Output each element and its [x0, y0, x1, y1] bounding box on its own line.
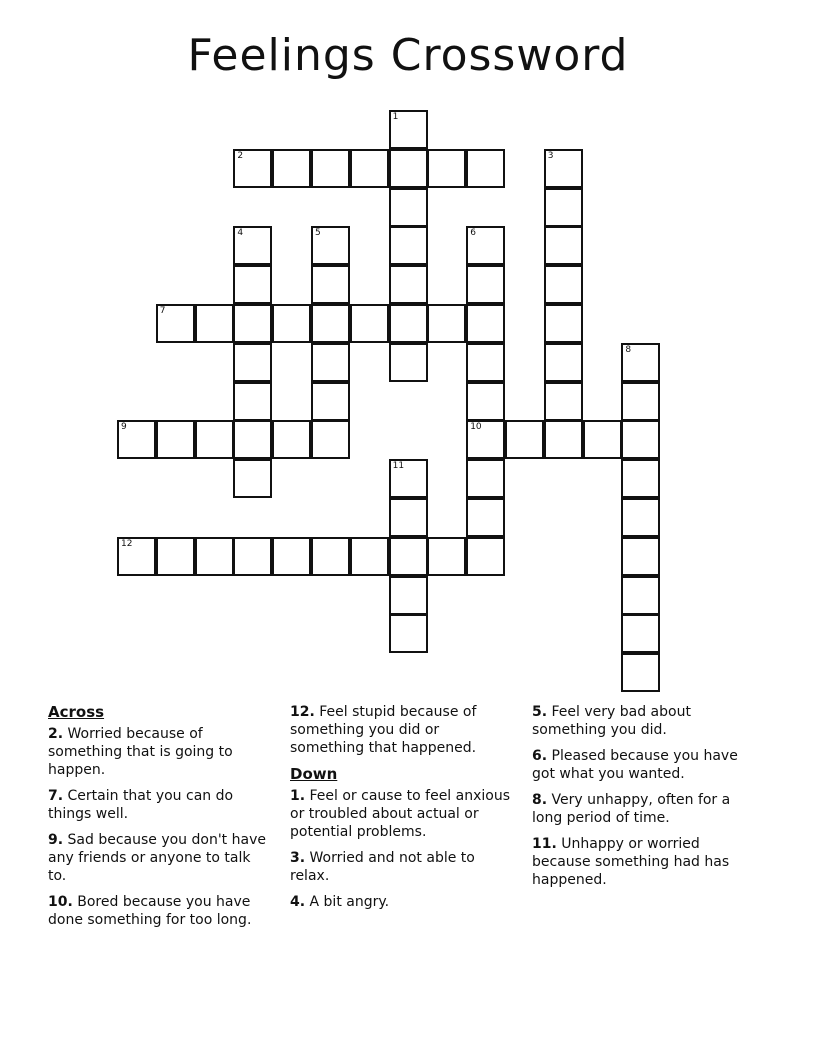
crossword-cell[interactable]	[621, 459, 660, 498]
clue-across-2[interactable]	[48, 725, 273, 779]
crossword-cell[interactable]	[621, 576, 660, 615]
clue-down-3[interactable]	[290, 849, 515, 885]
clue-text: Certain that you can do things well.	[48, 788, 234, 822]
cell-number: 7	[159, 306, 166, 316]
crossword-cell[interactable]	[233, 537, 272, 576]
crossword-cell[interactable]	[621, 420, 660, 459]
crossword-cell[interactable]	[583, 420, 622, 459]
crossword-cell[interactable]	[389, 343, 428, 382]
crossword-cell[interactable]	[233, 149, 272, 188]
crossword-cell[interactable]	[311, 149, 350, 188]
crossword-cell[interactable]	[466, 226, 505, 265]
crossword-cell[interactable]	[233, 226, 272, 265]
crossword-cell[interactable]	[311, 304, 350, 343]
crossword-cell[interactable]	[621, 343, 660, 382]
crossword-cell[interactable]	[195, 537, 234, 576]
clue-across-12[interactable]	[290, 703, 515, 757]
clue-text: Worried and not able to relax.	[290, 850, 475, 884]
crossword-cell[interactable]	[466, 343, 505, 382]
crossword-cell[interactable]	[621, 382, 660, 421]
crossword-cell[interactable]	[311, 537, 350, 576]
clue-number: 4.	[290, 894, 306, 910]
clue-down-4[interactable]	[290, 893, 515, 911]
clue-number: 1.	[290, 788, 306, 804]
crossword-cell[interactable]	[195, 420, 234, 459]
crossword-cell[interactable]	[389, 226, 428, 265]
crossword-cell[interactable]	[272, 537, 311, 576]
crossword-cell[interactable]	[544, 188, 583, 227]
crossword-cell[interactable]	[427, 149, 466, 188]
crossword-cell[interactable]	[621, 537, 660, 576]
cell-number: 5	[315, 228, 321, 239]
clue-number: 6.	[532, 748, 548, 764]
crossword-cell[interactable]	[272, 149, 311, 188]
crossword-cell[interactable]	[233, 459, 272, 498]
clue-down-11[interactable]	[532, 835, 757, 889]
clue-text: Sad because you don't have any friends or anyone to talk to.	[48, 832, 266, 884]
crossword-cell[interactable]	[156, 304, 195, 343]
cell-number: 3	[547, 150, 554, 161]
crossword-cell[interactable]	[466, 304, 505, 343]
crossword-cell[interactable]	[117, 420, 156, 459]
crossword-cell[interactable]	[272, 304, 311, 343]
crossword-cell[interactable]	[544, 226, 583, 265]
cell-number: 10	[470, 422, 482, 433]
crossword-cell[interactable]	[389, 149, 428, 188]
crossword-cell[interactable]	[466, 265, 505, 304]
crossword-cell[interactable]	[544, 420, 583, 459]
crossword-cell[interactable]	[466, 420, 505, 459]
clue-text: A bit angry.	[309, 894, 390, 910]
crossword-cell[interactable]	[427, 537, 466, 576]
clue-number: 2.	[48, 726, 64, 742]
crossword-cell[interactable]	[311, 265, 350, 304]
crossword-cell[interactable]	[389, 188, 428, 227]
crossword-cell[interactable]	[233, 382, 272, 421]
crossword-cell[interactable]	[389, 110, 428, 149]
crossword-cell[interactable]	[195, 304, 234, 343]
crossword-cell[interactable]	[466, 382, 505, 421]
crossword-cell[interactable]	[117, 537, 156, 576]
cell-number: 1	[392, 112, 399, 122]
crossword-cell[interactable]	[621, 653, 660, 692]
clue-number: 5.	[532, 704, 548, 720]
crossword-cell[interactable]	[544, 265, 583, 304]
crossword-cell[interactable]	[544, 304, 583, 343]
crossword-cell[interactable]	[350, 149, 389, 188]
crossword-cell[interactable]	[544, 343, 583, 382]
crossword-cell[interactable]	[311, 226, 350, 265]
clue-number: 11.	[532, 836, 557, 852]
clue-number: 9.	[48, 832, 64, 848]
crossword-cell[interactable]	[505, 420, 544, 459]
crossword-cell[interactable]	[544, 382, 583, 421]
crossword-cell[interactable]	[156, 420, 195, 459]
clue-number: 7.	[48, 788, 64, 804]
crossword-cell[interactable]	[466, 149, 505, 188]
clue-text: Worried because of something that is going to happen.	[48, 726, 233, 778]
crossword-cell[interactable]	[389, 576, 428, 615]
crossword-cell[interactable]	[311, 420, 350, 459]
crossword-cell[interactable]	[311, 343, 350, 382]
crossword-cell[interactable]	[272, 420, 311, 459]
crossword-cell[interactable]	[389, 304, 428, 343]
clue-column-1	[48, 703, 273, 937]
cell-number: 6	[470, 228, 476, 239]
clue-down-8[interactable]	[532, 791, 757, 827]
clue-column-2	[290, 703, 515, 919]
cell-number: 9	[121, 422, 127, 433]
crossword-cell[interactable]	[389, 614, 428, 653]
clue-text: Unhappy or worried because something had has happened.	[532, 836, 730, 888]
cell-number: 4	[237, 228, 244, 239]
crossword-cell[interactable]	[350, 304, 389, 343]
clue-down-5[interactable]	[532, 703, 757, 739]
crossword-cell[interactable]	[466, 459, 505, 498]
clue-text: Feel stupid because of something you did or something that happened.	[290, 704, 477, 756]
clue-across-10[interactable]	[48, 893, 273, 929]
crossword-cell[interactable]	[233, 343, 272, 382]
clue-column-3	[532, 703, 757, 897]
crossword-cell[interactable]	[389, 498, 428, 537]
clue-text: Feel very bad about something you did.	[532, 704, 691, 738]
crossword-cell[interactable]	[466, 498, 505, 537]
crossword-cell[interactable]	[233, 420, 272, 459]
clue-text: Bored because you have done something for too long.	[48, 894, 252, 928]
clue-across-7[interactable]	[48, 787, 273, 823]
clue-text: Very unhappy, often for a long period of time.	[532, 792, 731, 826]
across-heading: Across	[48, 703, 105, 721]
crossword-cell[interactable]	[389, 537, 428, 576]
crossword-cell[interactable]	[466, 537, 505, 576]
crossword-cell[interactable]	[427, 304, 466, 343]
crossword-cell[interactable]	[233, 304, 272, 343]
crossword-cell[interactable]	[544, 149, 583, 188]
clue-number: 8.	[532, 792, 548, 808]
clue-number: 10.	[48, 894, 73, 910]
clue-text: Feel or cause to feel anxious or troubled about actual or potential problems.	[290, 788, 511, 840]
crossword-cell[interactable]	[621, 614, 660, 653]
crossword-cell[interactable]	[311, 382, 350, 421]
cell-number: 11	[392, 461, 405, 472]
cell-number: 12	[121, 538, 133, 549]
cell-number: 8	[625, 344, 632, 355]
crossword-cell[interactable]	[156, 537, 195, 576]
down-heading: Down	[290, 765, 338, 783]
crossword-cell[interactable]	[350, 537, 389, 576]
crossword-cell[interactable]	[389, 459, 428, 498]
clue-number: 3.	[290, 850, 306, 866]
crossword-cell[interactable]	[621, 498, 660, 537]
cell-number: 2	[237, 150, 244, 161]
clue-down-1[interactable]	[290, 787, 515, 841]
clue-across-9[interactable]	[48, 831, 273, 885]
crossword-cell[interactable]	[389, 265, 428, 304]
clue-number: 12.	[290, 704, 315, 720]
crossword-cell[interactable]	[233, 265, 272, 304]
page-title: Feelings Crossword	[187, 30, 629, 81]
clue-text: Pleased because you have got what you wanted.	[532, 748, 738, 782]
clue-down-6[interactable]	[532, 747, 757, 783]
